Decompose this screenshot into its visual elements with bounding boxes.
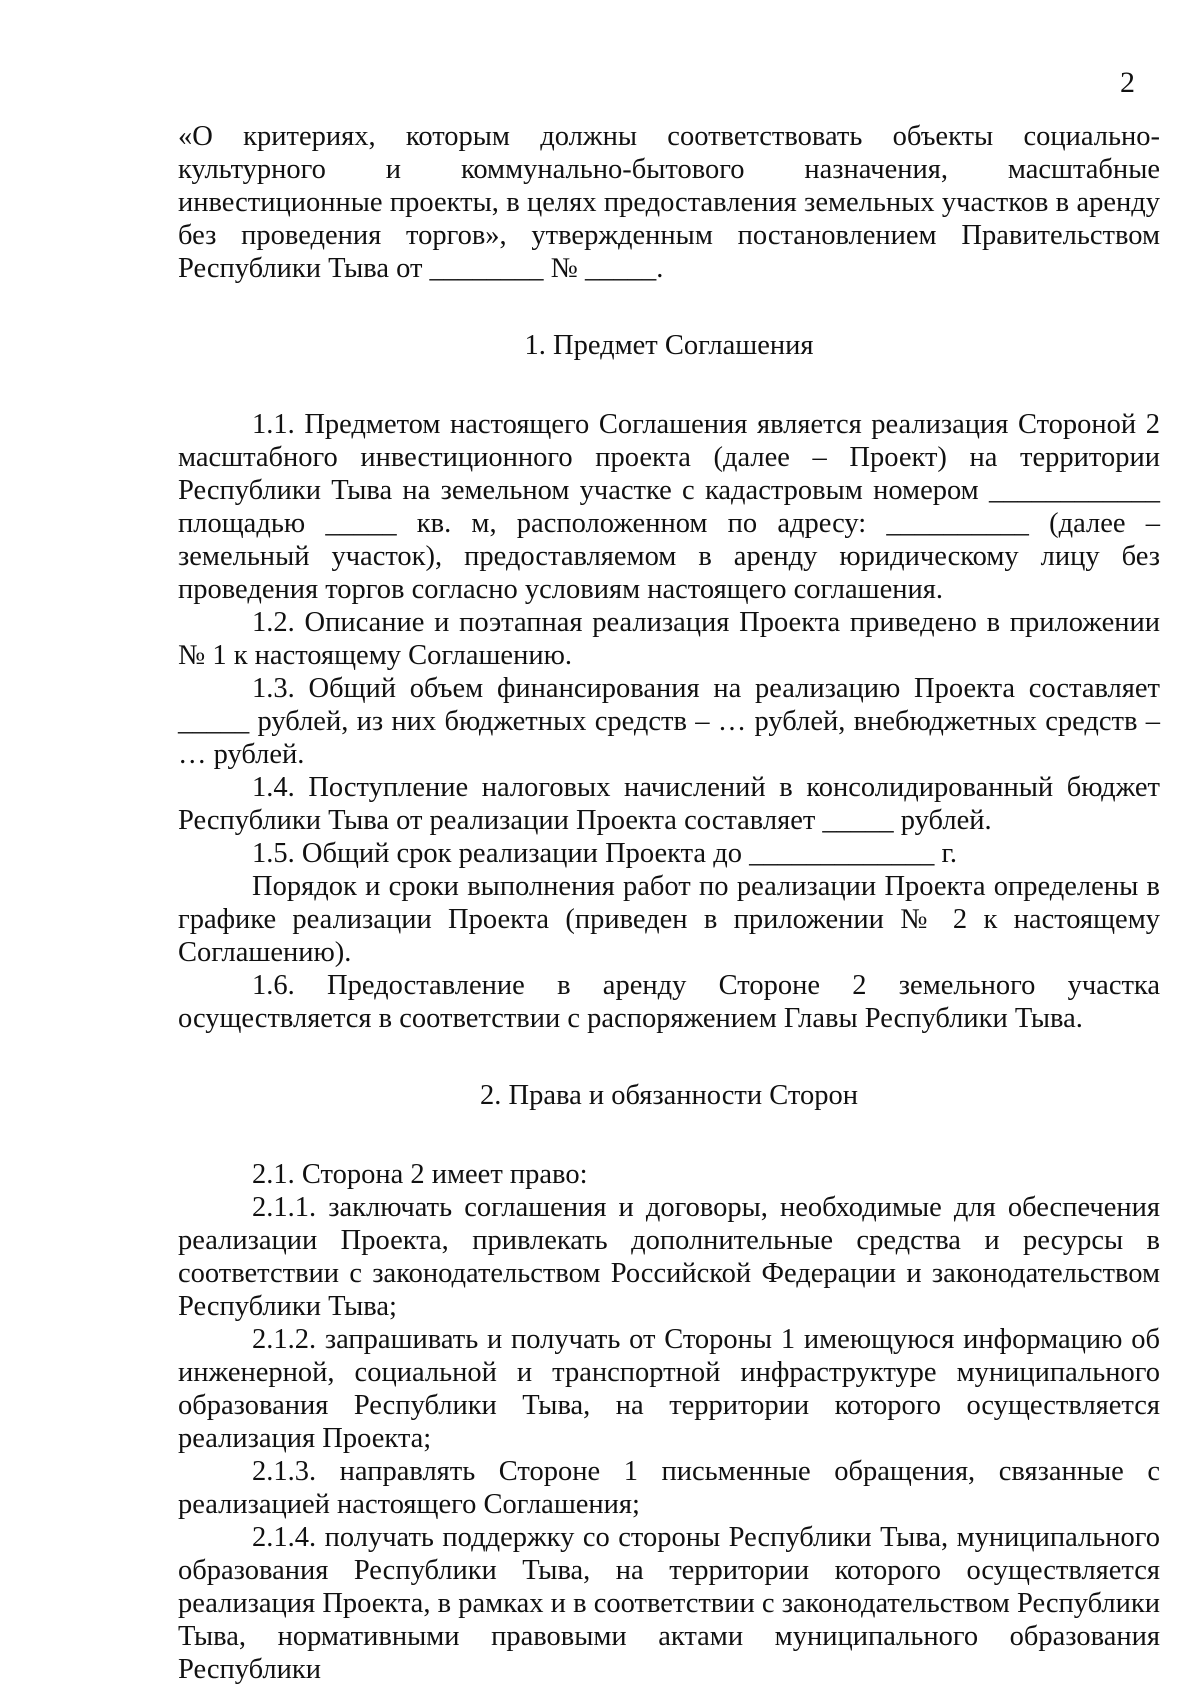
- intro-paragraph: «О критериях, которым должны соответствовать объекты социально-культурного и коммунально-бытового назначения, масштабные инвестиционные проекты, в целях предоставления земельных участков в аренду без проведения торгов», утвержденным постановлением Правительством Республики Тыва от ________ № _____.: [178, 121, 1160, 284]
- clause-1-1: 1.1. Предметом настоящего Соглашения является реализация Стороной 2 масштабного инвестиционного проекта (далее – Проект) на территории Республики Тыва на земельном участке с кадастровым номером ____________ площадью _____ кв. м, расположенном по адресу: __________ (далее – земельный участок), предоставляемом в аренду юридическому лицу без проведения торгов согласно условиям настоящего соглашения.: [178, 409, 1160, 605]
- clause-2-1-1: 2.1.1. заключать соглашения и договоры, необходимые для обеспечения реализации Проекта, привлекать дополнительные средства и ресурсы в соответствии с законодательством Российской Федерации и законодательством Республики Тыва;: [178, 1192, 1160, 1322]
- clause-1-2: 1.2. Описание и поэтапная реализация Проекта приведено в приложении № 1 к настоящему Соглашению.: [178, 607, 1160, 671]
- clause-2-1: 2.1. Сторона 2 имеет право:: [252, 1159, 588, 1190]
- clause-1-3: 1.3. Общий объем финансирования на реализацию Проекта составляет _____ рублей, из них бюджетных средств – … рублей, внебюджетных средств – … рублей.: [178, 673, 1160, 770]
- document-page: [178, 64, 1160, 1686]
- clause-1-6: 1.6. Предоставление в аренду Стороне 2 земельного участка осуществляется в соответствии с распоряжением Главы Республики Тыва.: [178, 970, 1160, 1034]
- clause-1-5: 1.5. Общий срок реализации Проекта до _____________ г.: [252, 838, 958, 869]
- clause-1-5-schedule: Порядок и сроки выполнения работ по реализации Проекта определены в графике реализации Проекта (приведен в приложении № 2 к настоящему Соглашению).: [178, 871, 1160, 968]
- section-2-title: 2. Права и обязанности Сторон: [480, 1080, 858, 1111]
- clause-2-1-3: 2.1.3. направлять Стороне 1 письменные обращения, связанные с реализацией настоящего Соглашения;: [178, 1456, 1160, 1520]
- section-1-title: 1. Предмет Соглашения: [524, 330, 814, 361]
- clause-2-1-4: 2.1.4. получать поддержку со стороны Республики Тыва, муниципального образования Республики Тыва, на территории которого осуществляется реализация Проекта, в рамках и в соответствии с законодательством Республики Тыва, нормативными правовыми актами муниципального образования Республики: [178, 1522, 1160, 1685]
- clause-1-4: 1.4. Поступление налоговых начислений в консолидированный бюджет Республики Тыва от реализации Проекта составляет _____ рублей.: [178, 772, 1160, 836]
- clause-2-1-2: 2.1.2. запрашивать и получать от Стороны 1 имеющуюся информацию об инженерной, социальной и транспортной инфраструктуре муниципального образования Республики Тыва, на территории которого осуществляется реализация Проекта;: [178, 1324, 1160, 1454]
- page-number: 2: [1120, 66, 1135, 99]
